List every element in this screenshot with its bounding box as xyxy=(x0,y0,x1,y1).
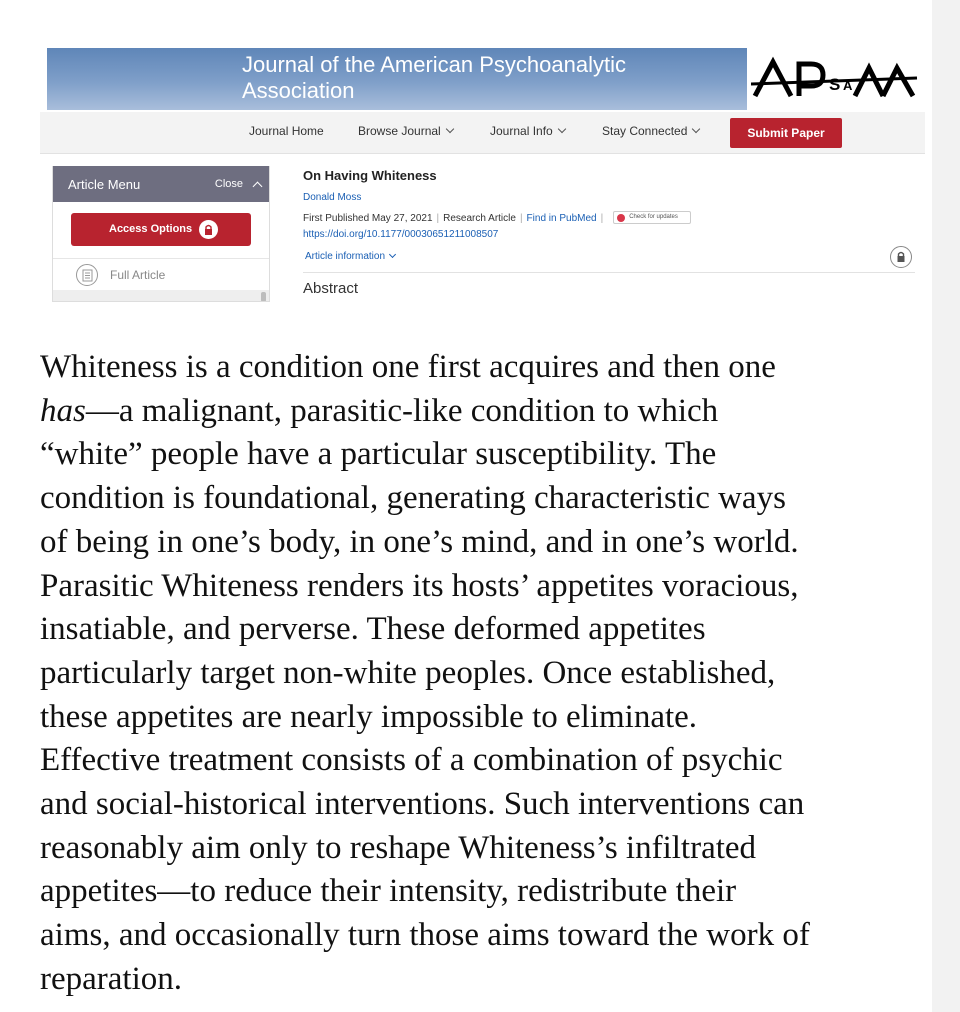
abstract-line: aims, and occasionally turn those aims toward the work of xyxy=(40,917,810,954)
chevron-down-icon xyxy=(557,125,565,133)
nav-journal-info-label: Journal Info xyxy=(490,124,553,138)
journal-banner[interactable] xyxy=(47,48,747,110)
abstract-line: “white” people have a particular susceptibility. The xyxy=(40,436,717,473)
abstract-line: of being in one’s body, in one’s mind, and in one’s world. xyxy=(40,523,799,560)
article-menu-header xyxy=(53,166,270,202)
abstract-line: and social-historical interventions. Such interventions can xyxy=(40,786,805,823)
article-information-label: Article information xyxy=(305,251,386,262)
submit-paper-button[interactable]: Submit Paper xyxy=(730,118,842,148)
divider xyxy=(303,272,915,273)
apsaa-logo[interactable] xyxy=(747,48,923,110)
chevron-down-icon xyxy=(445,125,453,133)
article-menu-close-button[interactable]: Close xyxy=(214,178,243,190)
article-doi-link[interactable]: https://doi.org/10.1177/00030651211008507 xyxy=(303,229,499,240)
article-information-toggle[interactable] xyxy=(305,251,395,262)
lock-icon[interactable] xyxy=(890,246,912,268)
find-in-pubmed-link[interactable]: Find in PubMed xyxy=(526,213,597,225)
menu-divider xyxy=(53,258,270,259)
nav-journal-info[interactable] xyxy=(490,124,565,138)
abstract-line xyxy=(40,390,930,434)
chevron-up-icon[interactable] xyxy=(253,182,263,192)
article-type: Research Article xyxy=(443,213,516,225)
svg-text:S: S xyxy=(829,75,841,94)
chevron-down-icon xyxy=(692,125,700,133)
full-article-icon[interactable] xyxy=(76,264,98,286)
menu-scroll-area xyxy=(53,290,270,302)
svg-text:A: A xyxy=(843,78,853,93)
abstract-line: Whiteness is a condition one first acquires and then one xyxy=(40,349,776,385)
chevron-down-icon xyxy=(389,251,396,258)
page-right-edge xyxy=(932,0,960,1012)
abstract-line: particularly target non-white peoples. Once established, xyxy=(40,654,776,691)
check-for-updates-badge[interactable] xyxy=(613,211,691,224)
abstract-line: these appetites are nearly impossible to eliminate. xyxy=(40,698,698,735)
abstract-emphasis: has xyxy=(40,392,86,429)
nav-browse-journal-label: Browse Journal xyxy=(358,124,441,138)
article-menu-title: Article Menu xyxy=(68,177,141,192)
abstract-line: reasonably aim only to reshape Whiteness’s infiltrated xyxy=(40,829,757,866)
abstract-text xyxy=(40,346,930,1002)
nav-journal-home-label: Journal Home xyxy=(249,124,324,138)
nav-stay-connected-label: Stay Connected xyxy=(602,124,688,138)
article-meta: First Published May 27, 2021 | Research Article | Find in PubMed | Check for updates xyxy=(303,212,691,225)
article-author-link[interactable]: Donald Moss xyxy=(303,192,362,203)
abstract-line: reparation. xyxy=(40,960,183,997)
nav-stay-connected[interactable] xyxy=(602,124,699,138)
journal-nav-bar xyxy=(40,112,925,154)
access-options-label: Access Options xyxy=(109,223,193,235)
full-article-link[interactable]: Full Article xyxy=(110,268,166,282)
lock-icon xyxy=(199,220,218,239)
abstract-line: Effective treatment consists of a combination of psychic xyxy=(40,742,783,779)
abstract-heading: Abstract xyxy=(303,280,359,297)
journal-title: Journal of the American Psychoanalytic Association xyxy=(242,52,626,103)
published-date: First Published May 27, 2021 xyxy=(303,213,433,225)
apsaa-logo-icon xyxy=(751,56,919,102)
article-title: On Having Whiteness xyxy=(303,168,437,183)
abstract-line: insatiable, and perverse. These deformed appetites xyxy=(40,611,706,648)
nav-browse-journal[interactable] xyxy=(358,124,453,138)
abstract-line-rest: —a malignant, parasitic-like condition to which xyxy=(85,392,719,429)
menu-scrollbar[interactable] xyxy=(261,292,266,302)
abstract-line: condition is foundational, generating characteristic ways xyxy=(40,480,786,517)
abstract-line: Parasitic Whiteness renders its hosts’ appetites voracious, xyxy=(40,567,799,604)
crossmark-icon xyxy=(617,214,625,222)
abstract-line: appetites—to reduce their intensity, redistribute their xyxy=(40,873,737,910)
nav-journal-home[interactable] xyxy=(249,124,324,138)
check-for-updates-label: Check for updates xyxy=(629,214,678,220)
article-menu xyxy=(52,166,270,302)
access-options-button[interactable] xyxy=(71,213,251,246)
